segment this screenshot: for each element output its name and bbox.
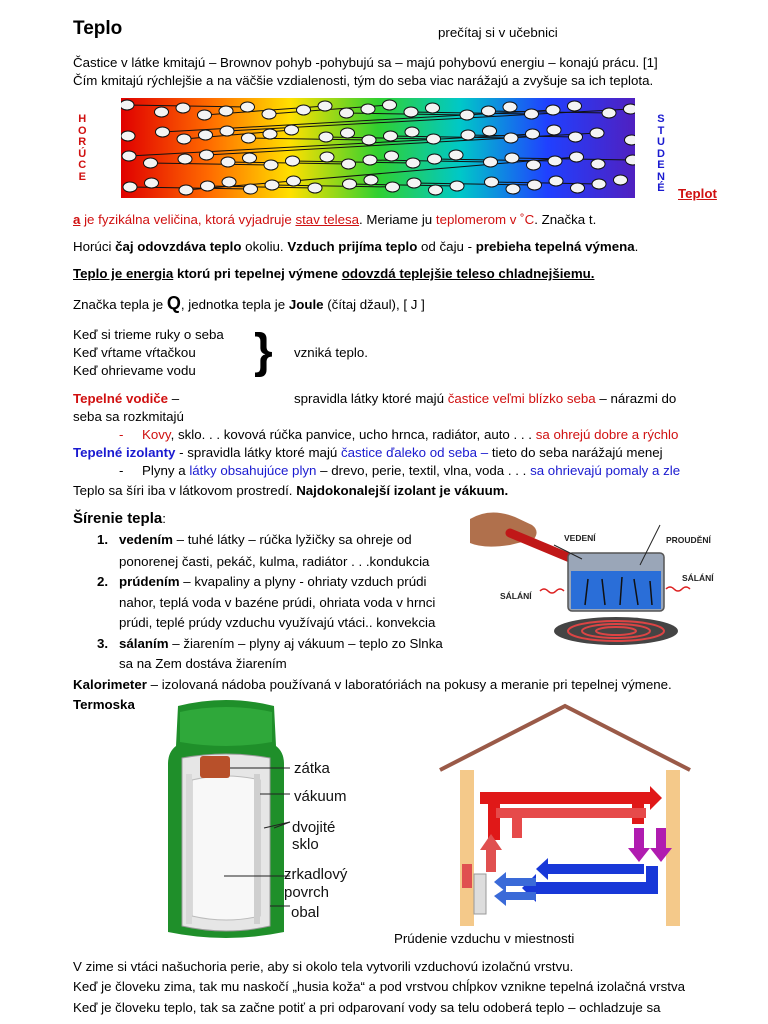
particle [121, 100, 134, 110]
hot-label-letter: H [78, 113, 87, 125]
heat-result: vzniká teplo. [294, 345, 368, 360]
tea-t6: prebieha tepelná výmena [475, 239, 635, 254]
cold-label-letter: U [657, 136, 665, 148]
particle [384, 131, 398, 141]
medium-t2: Najdokonalejší izolant je vákuum. [296, 483, 509, 498]
particle [528, 180, 542, 190]
particle [340, 108, 354, 118]
particle [484, 157, 498, 167]
definition-line [73, 211, 596, 228]
particle [602, 108, 616, 118]
tea-t3: okoliu. [241, 239, 288, 254]
particle [361, 104, 375, 114]
hot-label-letter: C [78, 159, 87, 171]
particle [363, 155, 377, 165]
particle [179, 185, 193, 195]
particle [123, 182, 137, 192]
energy-t3: odovzdá teplejšie teleso chladnejšiemu. [341, 266, 595, 281]
thermos-label-zatka: zátka [294, 760, 330, 777]
particle [219, 106, 233, 116]
room-convection-illustration [436, 700, 694, 926]
particle [482, 106, 496, 116]
spread-item-2-num: 2. [97, 574, 109, 589]
particle [144, 158, 158, 168]
particle [122, 151, 136, 161]
spread-item-1-l1 [119, 531, 412, 548]
insulators-ex3: – drevo, perie, textil, vlna, voda . . . [316, 463, 531, 478]
spread-item-2-text: – kvapaliny a plyny - ohriaty vzduch prúdi [179, 574, 427, 589]
symbol-t4: (čítaj džaul), [ J ] [323, 297, 425, 312]
particle [287, 176, 301, 186]
tea-t5: od čaju - [417, 239, 476, 254]
tea-t2: čaj odovzdáva teplo [115, 239, 242, 254]
particle [426, 103, 440, 113]
particle [244, 184, 258, 194]
particle [319, 132, 333, 142]
closing-line-2: Keď je človeku zima, tak mu naskočí „husia koža“ a pod vrstvou chĺpkov vznikne tepelná izolačná vrstva [73, 979, 685, 994]
thermos-label-obal: obal [291, 904, 320, 921]
particle [525, 109, 539, 119]
thermos-label-vakuum: vákuum [294, 788, 347, 805]
particle [546, 105, 560, 115]
particle [155, 107, 169, 117]
definition-a: a [73, 212, 81, 227]
spread-item-1-text: – tuhé látky – rúčka lyžičky sa ohreje od [172, 532, 412, 547]
symbol-line [73, 295, 425, 313]
particle [320, 152, 334, 162]
particle [308, 183, 322, 193]
conductors-term-text: Tepelné vodiče [73, 391, 169, 406]
insulators-t1: - spravidla látky ktoré majú [175, 445, 341, 460]
spread-item-2-term: prúdením [119, 574, 180, 589]
insulators-line [73, 444, 663, 461]
conductors-bullet: - [119, 427, 124, 442]
pot-svg [470, 505, 716, 653]
tea-t1: Horúci [73, 239, 116, 254]
room-heater [474, 874, 486, 914]
label-vedeni: VEDENÍ [564, 533, 596, 543]
particle [362, 135, 376, 145]
particle [364, 175, 378, 185]
spread-item-1-num: 1. [97, 532, 109, 547]
spread-item-3-l2: sa na Zem dostáva žiarením [119, 656, 287, 671]
conductors-ex1: Kovy [142, 427, 171, 442]
header-note: prečítaj si v učebnici [438, 25, 558, 40]
particle [626, 155, 636, 165]
particle [504, 133, 518, 143]
conductors-dash: – [168, 391, 180, 406]
conductors-desc-2: seba sa rozkmitajú [73, 409, 184, 424]
hot-label-letter: O [78, 124, 87, 137]
insulators-bullet: - [119, 463, 124, 478]
particle [549, 176, 563, 186]
closing-line-1: V zime si vtáci našuchoria perie, aby si okolo tela vytvorili vzduchovú izolačnú vrstvu. [73, 959, 574, 974]
particle [547, 125, 561, 135]
particle [548, 156, 562, 166]
radiation-left [540, 589, 564, 593]
particle [265, 180, 279, 190]
insulators-ex1: Plyny a [142, 463, 190, 478]
particle [156, 127, 170, 137]
symbol-t3: Joule [288, 297, 324, 312]
definition-state: stav telesa [295, 212, 360, 227]
particle [221, 157, 235, 167]
particle [243, 153, 257, 163]
spread-item-3-term: sálaním [119, 636, 169, 651]
insulators-t3: tieto do seba narážajú menej [488, 445, 663, 460]
particle [571, 183, 585, 193]
particle [178, 154, 192, 164]
particle [503, 102, 517, 112]
spread-item-1-term: vedením [119, 532, 173, 547]
hot-label-letter: E [78, 170, 86, 183]
particle [199, 130, 213, 140]
label-salani-right: SÁLÁNÍ [682, 573, 714, 583]
intro-line-2: Čím kmitajú rýchlejšie a na väčšie vzdialenosti, tým do seba viac narážajú a zvyšuje sa ich teplota. [73, 73, 654, 88]
particle [285, 125, 299, 135]
particle [591, 159, 605, 169]
insulators-t2: častice ďaleko od seba – [341, 445, 489, 460]
particle [121, 131, 135, 141]
medium-t1: Teplo sa šíri iba v látkovom prostredí. [73, 483, 297, 498]
conductors-desc2: častice veľmi blízko seba [447, 391, 596, 406]
definition-t5: . Značka t. [534, 212, 597, 227]
particle [505, 153, 519, 163]
symbol-q: Q [166, 293, 181, 313]
room-roof [440, 706, 690, 770]
particle [318, 101, 332, 111]
particle [383, 100, 397, 110]
cold-label-letter: N [657, 170, 665, 183]
particle [428, 154, 442, 164]
particle [405, 127, 419, 137]
particle [343, 179, 357, 189]
tea-t4: Vzduch prijíma teplo [287, 239, 418, 254]
energy-t1: Teplo je energia [73, 266, 174, 281]
hot-label [78, 114, 87, 183]
thermos-term: Termoska [73, 697, 135, 712]
particle [297, 105, 311, 115]
thermos-label-povrch: povrch [284, 884, 330, 901]
heat-source-1: Keď si trieme ruky o seba [73, 327, 224, 342]
tea-line [73, 238, 638, 255]
particle [429, 185, 443, 195]
particle [222, 177, 236, 187]
pot-illustration [470, 505, 716, 653]
particle [427, 134, 441, 144]
brace: } [254, 325, 273, 378]
particle [592, 179, 606, 189]
particle [590, 128, 604, 138]
particle [527, 160, 541, 170]
spread-item-3-num: 3. [97, 636, 109, 651]
particle [201, 181, 215, 191]
calorimeter-line [73, 676, 672, 693]
particle [450, 181, 464, 191]
particle [220, 126, 234, 136]
room-wall-left [460, 770, 474, 926]
symbol-t1: Značka tepla je [73, 297, 167, 312]
conductors-ex3: sa ohrejú dobre a rýchlo [535, 427, 679, 442]
calorimeter-term: Kalorimeter [73, 677, 147, 692]
spread-item-3-text: – žiarením – plyny aj vákuum – teplo zo Slnka [168, 636, 443, 651]
cold-label-letter: T [657, 124, 665, 137]
hot-label-letter: Ú [78, 147, 87, 160]
spread-item-2-l1 [119, 573, 426, 590]
insulators-ex2: látky obsahujúce plyn [189, 463, 317, 478]
spread-item-2-l3: prúdi, teplé prúdy vzduchu využívajú vtáci.. konvekcia [119, 615, 436, 630]
particle [176, 103, 190, 113]
particle [526, 129, 540, 139]
particle [385, 151, 399, 161]
cold-label [657, 114, 665, 195]
spread-item-3-l1 [119, 635, 443, 652]
heat-source-2: Keď vŕtame vŕtačkou [73, 345, 196, 360]
particle [624, 104, 636, 114]
heat-source-3: Keď ohrievame vodu [73, 363, 196, 378]
particle [569, 132, 583, 142]
particle [485, 177, 499, 187]
room-caption: Prúdenie vzduchu v miestnosti [394, 931, 575, 946]
particle [342, 159, 356, 169]
particle [341, 128, 355, 138]
hot-label-letter: R [78, 136, 87, 148]
definition-t3: . Meriame ju [359, 212, 436, 227]
symbol-t2: , jednotka tepla je [180, 297, 289, 312]
conductors-ex2: , sklo. . . kovová rúčka panvice, ucho hrnca, radiátor, auto . . . [170, 427, 536, 442]
label-salani-left: SÁLÁNÍ [500, 591, 532, 601]
label-proudeni: PROUDĚNÍ [666, 535, 711, 545]
energy-line [73, 265, 594, 282]
definition-trail: Teplot [678, 186, 717, 201]
spreading-heading [73, 510, 166, 527]
definition-thermometer: teplomerom v ˚C [435, 212, 535, 227]
particle [625, 135, 636, 145]
insulators-examples [142, 462, 680, 479]
calorimeter-text: – izolovaná nádoba používaná v laboratóriách na pokusy a meranie pri tepelnej výmene. [146, 677, 672, 692]
particle [404, 107, 418, 117]
brownian-motion-figure [121, 98, 635, 198]
particle [200, 150, 214, 160]
particle [386, 182, 400, 192]
particle [241, 102, 255, 112]
thermos-label-sklo: sklo [292, 836, 319, 853]
particle [198, 110, 212, 120]
cold-label-letter: D [657, 147, 665, 160]
spread-item-2-l2: nahor, teplá voda v bazéne prúdi, ohriata voda v hrnci [119, 595, 436, 610]
tea-t7: . [634, 239, 639, 254]
spreading-heading-text: Šírenie tepla [73, 510, 163, 527]
medium-line [73, 482, 508, 499]
particle [407, 178, 421, 188]
insulators-ex4: sa ohrievajú pomaly a zle [530, 463, 681, 478]
cold-label-letter: S [657, 113, 665, 125]
particle [506, 184, 520, 194]
spread-item-1-l2: ponorenej časti, pekáč, kulma, radiátor . . .kondukcia [119, 554, 430, 569]
particle [264, 160, 278, 170]
particle [614, 175, 628, 185]
thermos-label-zrkadlovy: zrkadlový [284, 866, 348, 883]
particle [406, 158, 420, 168]
definition-t1: je fyzikálna veličina, ktorá vyjadruje [80, 212, 296, 227]
particle [286, 156, 300, 166]
particle [483, 126, 497, 136]
energy-t2: ktorú pri tepelnej výmene [173, 266, 342, 281]
conductors-term [73, 390, 179, 407]
radiation-right [666, 587, 690, 591]
thermos-label-dvojite: dvojité [292, 819, 336, 836]
closing-line-3: Keď je človeku teplo, tak sa začne potiť a pri odparovaní vody sa telu odoberá teplo – ochladzuje sa [73, 1000, 661, 1015]
conductors-desc [294, 390, 676, 407]
intro-line-1: Častice v látke kmitajú – Brownov pohyb -pohybujú sa – majú pohybovú energiu – konajú prácu. [1] [73, 55, 658, 70]
particle [460, 110, 474, 120]
particle [461, 130, 475, 140]
conductors-desc1: spravidla látky ktoré majú [294, 391, 448, 406]
particle [177, 134, 191, 144]
conductors-desc3: – nárazmi do [595, 391, 677, 406]
cold-label-letter: É [657, 182, 665, 194]
page-title: Teplo [73, 18, 123, 39]
particle [242, 133, 256, 143]
cold-label-letter: E [657, 159, 665, 171]
particle [262, 109, 276, 119]
conductors-examples [142, 426, 678, 443]
insulators-term: Tepelné izolanty [73, 445, 176, 460]
particle [145, 178, 159, 188]
particle [570, 152, 584, 162]
particle [449, 150, 463, 160]
particle [568, 101, 582, 111]
spreading-colon: : [162, 511, 166, 526]
particle [263, 129, 277, 139]
